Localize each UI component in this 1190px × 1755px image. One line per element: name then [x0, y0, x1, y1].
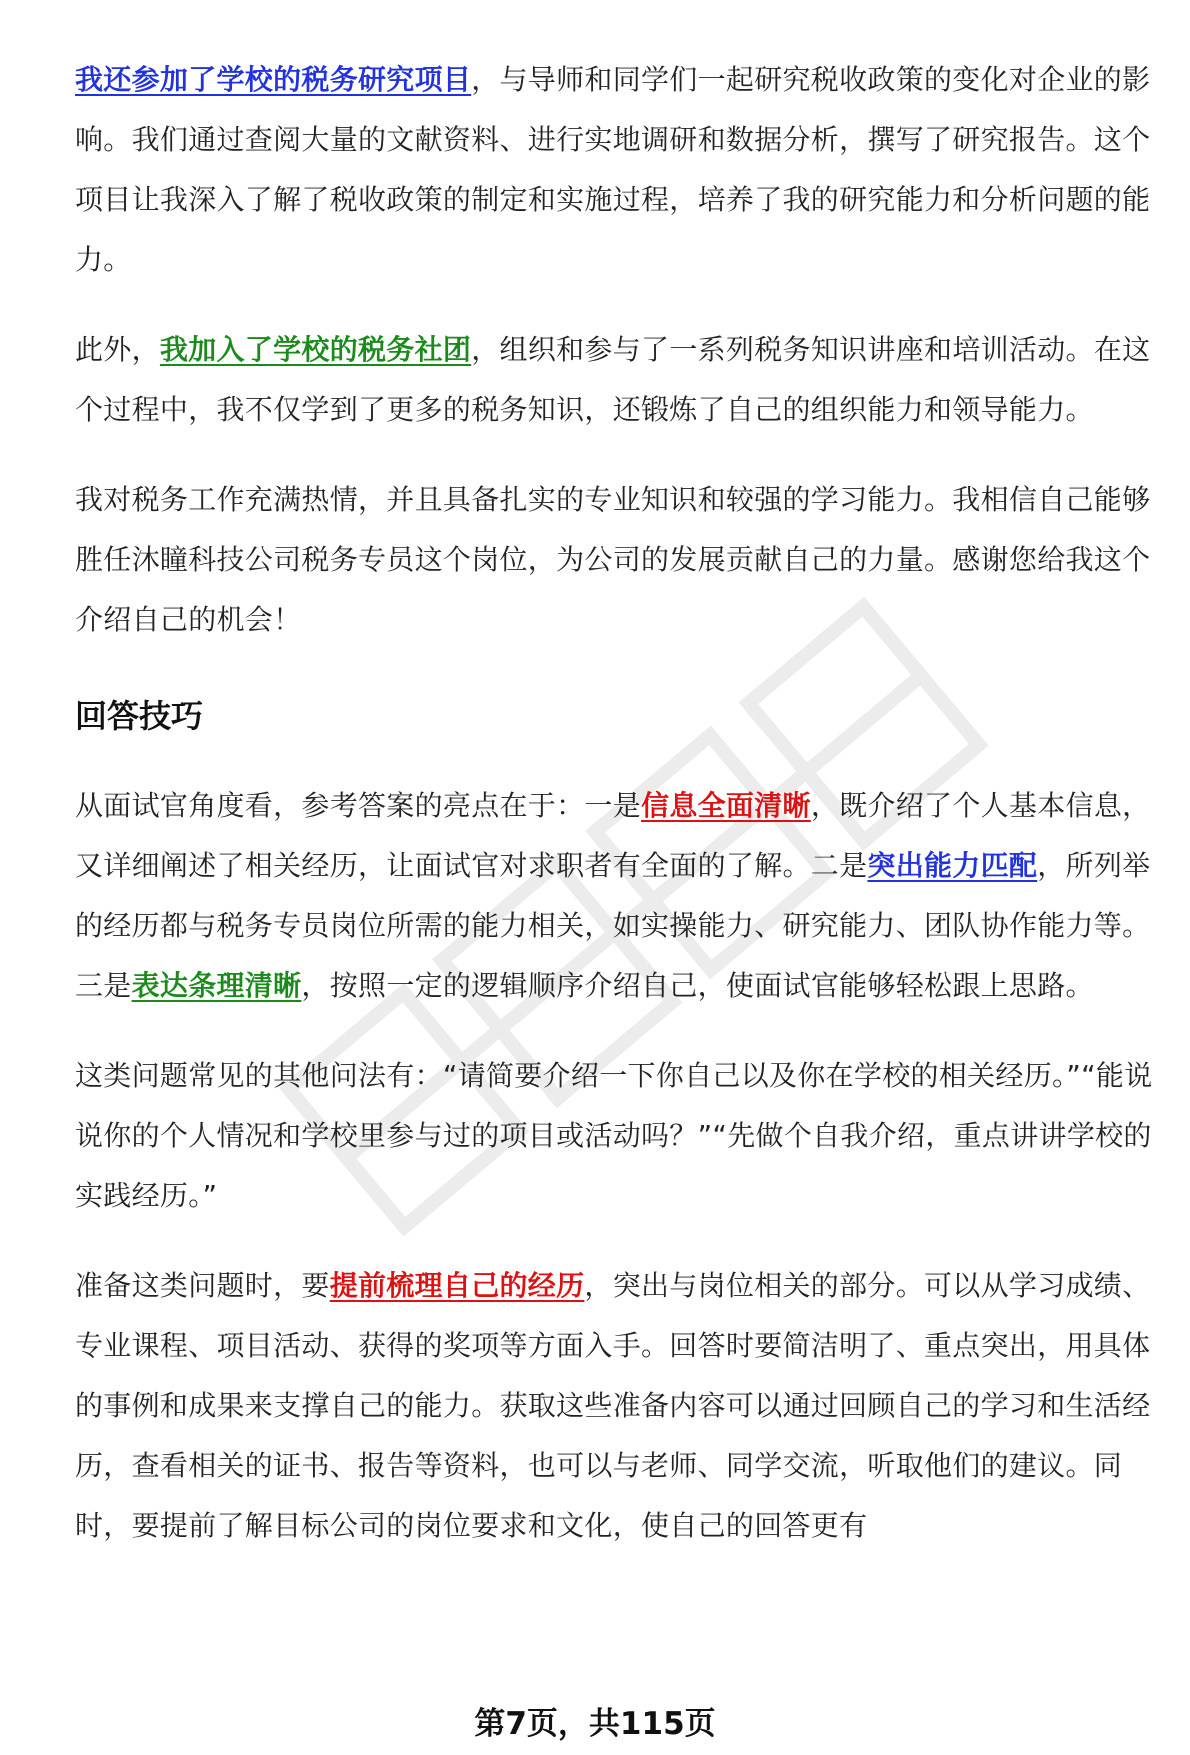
paragraph-text: ，突出与岗位相关的部分。可以从学习成绩、专业课程、项目活动、获得的奖项等方面入手。回答时要简洁明了、重点突出，用具体的事例和成果来支撑自己的能力。获取这些准备内容可以通过回顾自己的学习和生活经历，查看相关的证书、报告等资料，也可以与老师、同学交流，听取他们的建议。同时，要提前了解目标公司的岗位要求和文化，使自己的回答更有	[75, 1269, 1151, 1542]
paragraph-preparation	[75, 1256, 1170, 1556]
link-tax-research-project[interactable]: 我还参加了学校的税务研究项目	[75, 63, 472, 96]
paragraph-alternate-questions	[75, 1046, 1170, 1226]
paragraph-text: ，既介绍了个人基本信息，又详细阐述了相关经历，让面试官对求职者有全面的了解。二是	[75, 789, 1151, 882]
paragraph-text: 这类问题常见的其他问法有：“请简要介绍一下你自己以及你在学校的相关经历。”“能说说你的个人情况和学校里参与过的项目或活动吗？”“先做个自我介绍，重点讲讲学校的实践经历。”	[75, 1059, 1153, 1212]
paragraph-text: ，组织和参与了一系列税务知识讲座和培训活动。在这个过程中，我不仅学到了更多的税务知识，还锻炼了自己的组织能力和领导能力。	[75, 333, 1151, 426]
link-info-clear[interactable]: 信息全面清晰	[641, 789, 811, 822]
page-number-footer: 第7页，共115页	[474, 1706, 716, 1742]
paragraph-text: 此外，	[75, 333, 160, 366]
paragraph-text: ，所列举的经历都与税务专员岗位所需的能力相关，如实操能力、研究能力、团队协作能力等。三是	[75, 849, 1151, 1002]
link-tax-club[interactable]: 我加入了学校的税务社团	[159, 333, 472, 366]
paragraph-text: 准备这类问题时，要	[75, 1269, 330, 1302]
paragraph-text: ，与导师和同学们一起研究税收政策的变化对企业的影响。我们通过查阅大量的文献资料、进行实地调研和数据分析，撰写了研究报告。这个项目让我深入了解了税收政策的制定和实施过程，培养了我的研究能力和分析问题的能力。	[75, 63, 1151, 276]
paragraph-tax-club	[75, 320, 1170, 440]
paragraph-research-project	[75, 50, 1170, 290]
section-heading: 回答技巧	[75, 697, 204, 735]
paragraph-text: ，按照一定的逻辑顺序介绍自己，使面试官能够轻松跟上思路。	[301, 969, 1094, 1002]
link-clear-expression[interactable]: 表达条理清晰	[131, 969, 302, 1002]
link-sort-experience[interactable]: 提前梳理自己的经历	[329, 1269, 585, 1302]
paragraph-text: 从面试官角度看，参考答案的亮点在于：一是	[75, 789, 642, 822]
paragraph-text: 我对税务工作充满热情，并且具备扎实的专业知识和较强的学习能力。我相信自己能够胜任沐瞳科技公司税务专员这个岗位，为公司的发展贡献自己的力量。感谢您给我这个介绍自己的机会！	[75, 483, 1151, 636]
link-ability-match[interactable]: 突出能力匹配	[867, 849, 1038, 882]
paragraph-highlights	[75, 776, 1170, 1016]
paragraph-closing	[75, 470, 1170, 650]
document-page	[75, 50, 1170, 1556]
